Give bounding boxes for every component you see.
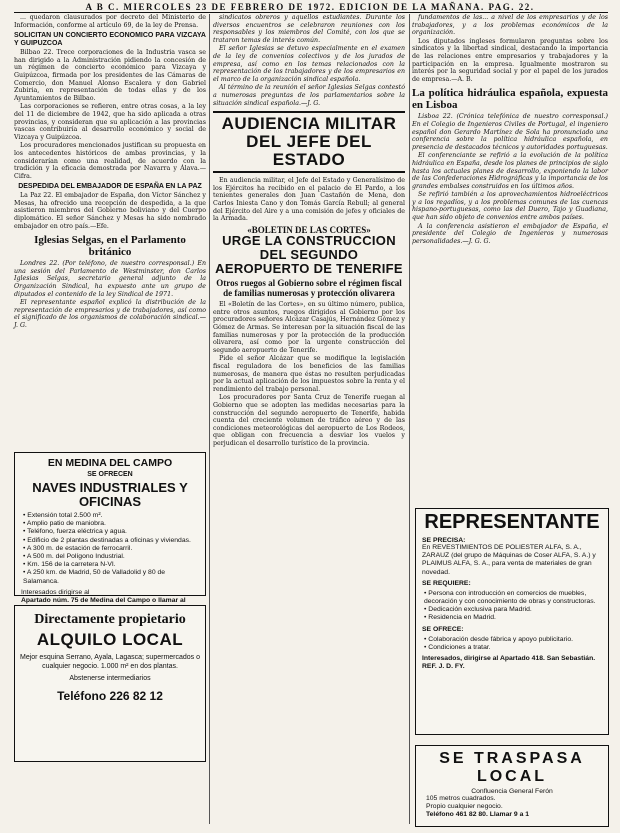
- ad-subtitle: SE OFRECEN: [87, 471, 133, 478]
- paragraph: Al término de la reunión el señor Iglesias Selgas contestó a numerosas preguntas de los parlamentarios sobre la situación sindical española.—J. G.: [213, 84, 405, 107]
- paragraph: El representante español explicó la distribución de la representación de empresarios y de trabajadores, así como el significado de los organismos de colaboración sindical.—J. G.: [14, 299, 206, 329]
- list-item: • Teléfono, fuerza eléctrica y agua.: [23, 528, 199, 536]
- ad-section-label: SE REQUIERE:: [422, 579, 471, 587]
- paragraph: Bilbao 22. Trece corporaciones de la Industria vasca se han dirigido a la Administración pidiendo la concesión de un régimen de concierto económico para Vizcaya y Guipúzcoa, firmada por los presidentes de las Cámaras de Comercio, don Manuel Alonso Escalera y don Gabriel Zubiria, en representación de todas ellas y de los Ayuntamientos de Bilbao.: [14, 49, 206, 102]
- paragraph: Se refirió también a los aprovechamientos hidroeléctricos y a los regadíos, y a los problemas comunes de las cuencas hispano-portuguesas, como las del Duero, Tajo y Guadiana, que han sido objeto de convenios entre ambos países.: [412, 191, 608, 222]
- ad-note: Abstenerse intermediarios: [69, 675, 151, 682]
- subheadline-aeropuerto: Otros ruegos al Gobierno sobre el régimen fiscal de familias numerosas y protección olivarera: [216, 278, 402, 299]
- list-item: Propio cualquier negocio.: [426, 803, 503, 810]
- ad-body: [416, 795, 608, 819]
- ad-phone: Teléfono 461 82 80. Llamar 9 a 1: [426, 811, 530, 818]
- ad-headline-2: LOCAL: [476, 768, 548, 785]
- paragraph: Los procuradores por Santa Cruz de Tenerife ruegan al Gobierno que se adopten las medidas necesarias para la construcción del segundo aeropuerto de Tenerife, habida cuenta del creciente volumen de tráfico aéreo y de las condiciones meteorológicas del aeropuerto de Los Rodeos, que obligan con frecuencia a desviar los vuelos y perjudican el desarrollo turístico de la provincia.: [213, 394, 405, 447]
- ad-title: EN MEDINA DEL CAMPO: [47, 457, 173, 469]
- headline-embajador: DESPEDIDA DEL EMBAJADOR DE ESPAÑA EN LA PAZ: [18, 183, 202, 191]
- ad-section-label: SE OFRECE:: [422, 625, 464, 633]
- headline-aeropuerto: URGE LA CONSTRUCCION DEL SEGUNDO AEROPUERTO DE TENERIFE: [215, 233, 403, 277]
- ad-title: Directamente propietario: [34, 612, 186, 627]
- paragraph: Lisboa 22. (Crónica telefónica de nuestro corresponsal.) En el Colegio de Ingenieros Civiles de Portugal, el ingeniero español don Gerardo Martínez de Sola ha pronunciado una conferencia sobre la política hidráulica española, en presencia de destacados técnicos y autoridades portuguesas.: [412, 113, 608, 151]
- column-divider-2: [409, 14, 410, 824]
- headline-hidraulica: La política hidráulica española, expuesta en Lisboa: [412, 87, 608, 112]
- list-item: • Dedicación exclusiva para Madrid.: [424, 606, 602, 614]
- ad-feature-list: [15, 512, 205, 586]
- list-item: • Km. 156 de la carretera N-VI.: [23, 561, 199, 569]
- list-item: • Persona con introducción en comercios de muebles, decoración y con conocimiento de obras y constructoras.: [424, 590, 602, 606]
- paragraph: La Paz 22. El embajador de España, don Víctor Sánchez y Mesas, ha ofrecido una recepción de despedida, a la que asistieron miembros del Gobierno boliviano y del Cuerpo diplomático. El señor Sánchez y Mesas ha sido nombrado embajador en otro país.—Efe.: [14, 192, 206, 230]
- ad-medina-del-campo: [14, 452, 206, 605]
- list-item: • Edificio de 2 plantas destinadas a oficinas y viviendas.: [23, 537, 199, 545]
- ad-requirements-list: [416, 590, 608, 623]
- headline-audiencia: AUDIENCIA MILITAR DEL JEFE DEL ESTADO: [213, 111, 405, 173]
- ad-contact-label: Interesados dirigirse al: [21, 588, 90, 596]
- ad-alquilo-local: [14, 605, 206, 762]
- paragraph: Las corporaciones se refieren, entre otras cosas, a la ley del 11 de diciembre de 1942, que ha sido aplicada a otras provincias, y consideran que su aplicación a las provincias vascas contribuiría al desarrollo económico y social de Vizcaya y Guipúzcoa.: [14, 103, 206, 141]
- paragraph: sindicatos obreros y aquellos estudiantes. Durante los diversos encuentros se celebraron reuniones con los responsables y los miembros del Comité, con los que se trataron temas de interés común.: [213, 14, 405, 44]
- paragraph: Londres 22. (Por teléfono, de nuestro corresponsal.) En una sesión del Parlamento de Westminster, don Carlos Iglesias Selgas, secretario general adjunto de la Organización Sindical, ha expuesto ante un grupo de diputados el contenido de la ley Sindical de 1971.: [14, 260, 206, 298]
- ad-section-label: SE PRECISA:: [422, 537, 466, 544]
- ad-headline: ALQUILO LOCAL: [36, 630, 184, 649]
- list-item: • Residencia en Madrid.: [424, 614, 602, 622]
- paragraph: A la conferencia asistieron el embajador de España, el presidente del Colegio de Ingenieros y numerosas personalidades.—J. G. G.: [412, 222, 608, 245]
- ad-contact: Interesados, dirigirse al Apartado 418. San Sebastián. REF. J. D. FY.: [422, 655, 596, 671]
- paragraph: En audiencia militar, el Jefe del Estado y Generalísimo de los Ejércitos ha recibido en el palacio de El Pardo, a los tenientes generales don Juan Castañón de Mena, don Carlos Iniesta Cano y don Tomás García Rebull; al general del Ejército del Aire y a una comisión de jefes y oficiales de la Armada.: [213, 177, 405, 223]
- ad-headline: REPRESENTANTE: [424, 511, 600, 533]
- ad-address: Confluencia General Ferón: [471, 788, 553, 795]
- ad-representante: [415, 508, 609, 735]
- headline-concierto: SOLICITAN UN CONCIERTO ECONOMICO PARA VIZCAYA Y GUIPUZCOA: [14, 32, 206, 48]
- list-item: • Extensión total 2.500 m².: [23, 512, 199, 520]
- paragraph: El conferenciante se refirió a la evolución de la política hidráulica en España, desde los planes de principios de siglo hasta los actuales planes de desarrollo, exponiendo la labor de las Confederaciones Hidrográficas y la importancia de los grandes embalses construidos en los últimos años.: [412, 152, 608, 190]
- header-rule: [14, 12, 608, 13]
- paragraph: Los procuradores mencionados justifican su propuesta en los antecedentes históricos de ambas provincias, y la considerarían como una realidad, de acuerdo con la tradición y la eficacia demostrada por Navarra y Álava.—Cifra.: [14, 142, 206, 180]
- paragraph: El señor Iglesias se detuvo especialmente en el examen de la ley de convenios colectivos y de los jurados de empresa, así como en los temas relacionados con la representación de los trabajadores y de los empresarios en el marco de la organización sindical española.: [213, 45, 405, 83]
- list-item: • Condiciones a tratar.: [424, 644, 602, 652]
- page-header: A B C. MIERCOLES 23 DE FEBRERO DE 1972. EDICION DE LA MAÑANA. PAG. 22.: [85, 2, 535, 12]
- column-3: [412, 14, 608, 446]
- list-item: 105 metros cuadrados.: [426, 795, 496, 802]
- list-item: • A 300 m. de estación de ferrocarril.: [23, 545, 199, 553]
- list-item: • Colaboración desde fábrica y apoyo publicitario.: [424, 636, 602, 644]
- paragraph: Los diputados ingleses formularon preguntas sobre los sindicatos y la libertad sindical, destacando la importancia de las relaciones entre empresarios y trabajadores y la participación en la empresa. Igualmente mostraron su interés por la seguridad social y por el papel de los jurados de empresa.—A. B.: [412, 37, 608, 83]
- ad-body: En REVESTIMIENTOS DE POLIESTER ALFA, S. A., ZARAUZ (del grupo de Máquinas de Coser ALFA, S. A.) y PLAIMUS ALFA, S. A., para venta de materiales de gran novedad.: [422, 544, 596, 576]
- paragraph: Pide el señor Alcázar que se modifique la legislación fiscal reguladora de los beneficios de las familias numerosas, de manera que éstas no resulten perjudicadas por la actual aplicación de los impuestos sobre la renta y el rendimiento del trabajo personal.: [213, 355, 405, 393]
- paragraph: fundamentos de las... a nivel de los empresarios y de los trabajadores, y a los problemas económicos de la organización.: [412, 14, 608, 37]
- ad-headline: SE TRASPASA: [439, 750, 585, 767]
- kicker-boletin: «BOLETIN DE LAS CORTES»: [247, 224, 371, 235]
- list-item: • A 250 km. de Madrid, 50 de Valladolid y 80 de Salamanca.: [23, 569, 199, 585]
- column-2: [213, 14, 405, 824]
- ad-contact-detail: Apartado núm. 75 de Medina del Campo o llamar al: [21, 597, 186, 605]
- list-item: • A 500 m. del Polígono Industrial.: [23, 553, 199, 561]
- column-divider-1: [209, 14, 210, 824]
- paragraph: El «Boletín de las Cortes», en su último número, publica, entre otros asuntos, ruegos dirigidos al Gobierno por los procuradores señores Alcázar Casajús, Hernández Gómez y Gómez de Armas. Se interesan por la situación fiscal de las familias numerosas y por la protección de la producción olivarera, así como por la urgente construcción del segundo aeropuerto de Tenerife.: [213, 301, 405, 354]
- list-item: • Amplio patio de maniobra.: [23, 520, 199, 528]
- column-1: [14, 14, 206, 444]
- ad-description: Mejor esquina Serrano, Ayala, Lagasca; supermercados o cualquier negocio. 1.000 m² en dos plantas.: [19, 654, 201, 670]
- intro-text: ... quedaron clausurados por decreto del Ministerio de Información, conforme al artículo 69, de la ley de Prensa.: [14, 14, 206, 29]
- ad-headline: NAVES INDUSTRIALES Y OFICINAS: [32, 480, 188, 509]
- headline-iglesias: Iglesias Selgas, en el Parlamento británico: [34, 234, 186, 259]
- ad-phone: Teléfono 226 82 12: [57, 689, 163, 703]
- ad-offers-list: [416, 636, 608, 652]
- ad-se-traspasa: [415, 745, 609, 827]
